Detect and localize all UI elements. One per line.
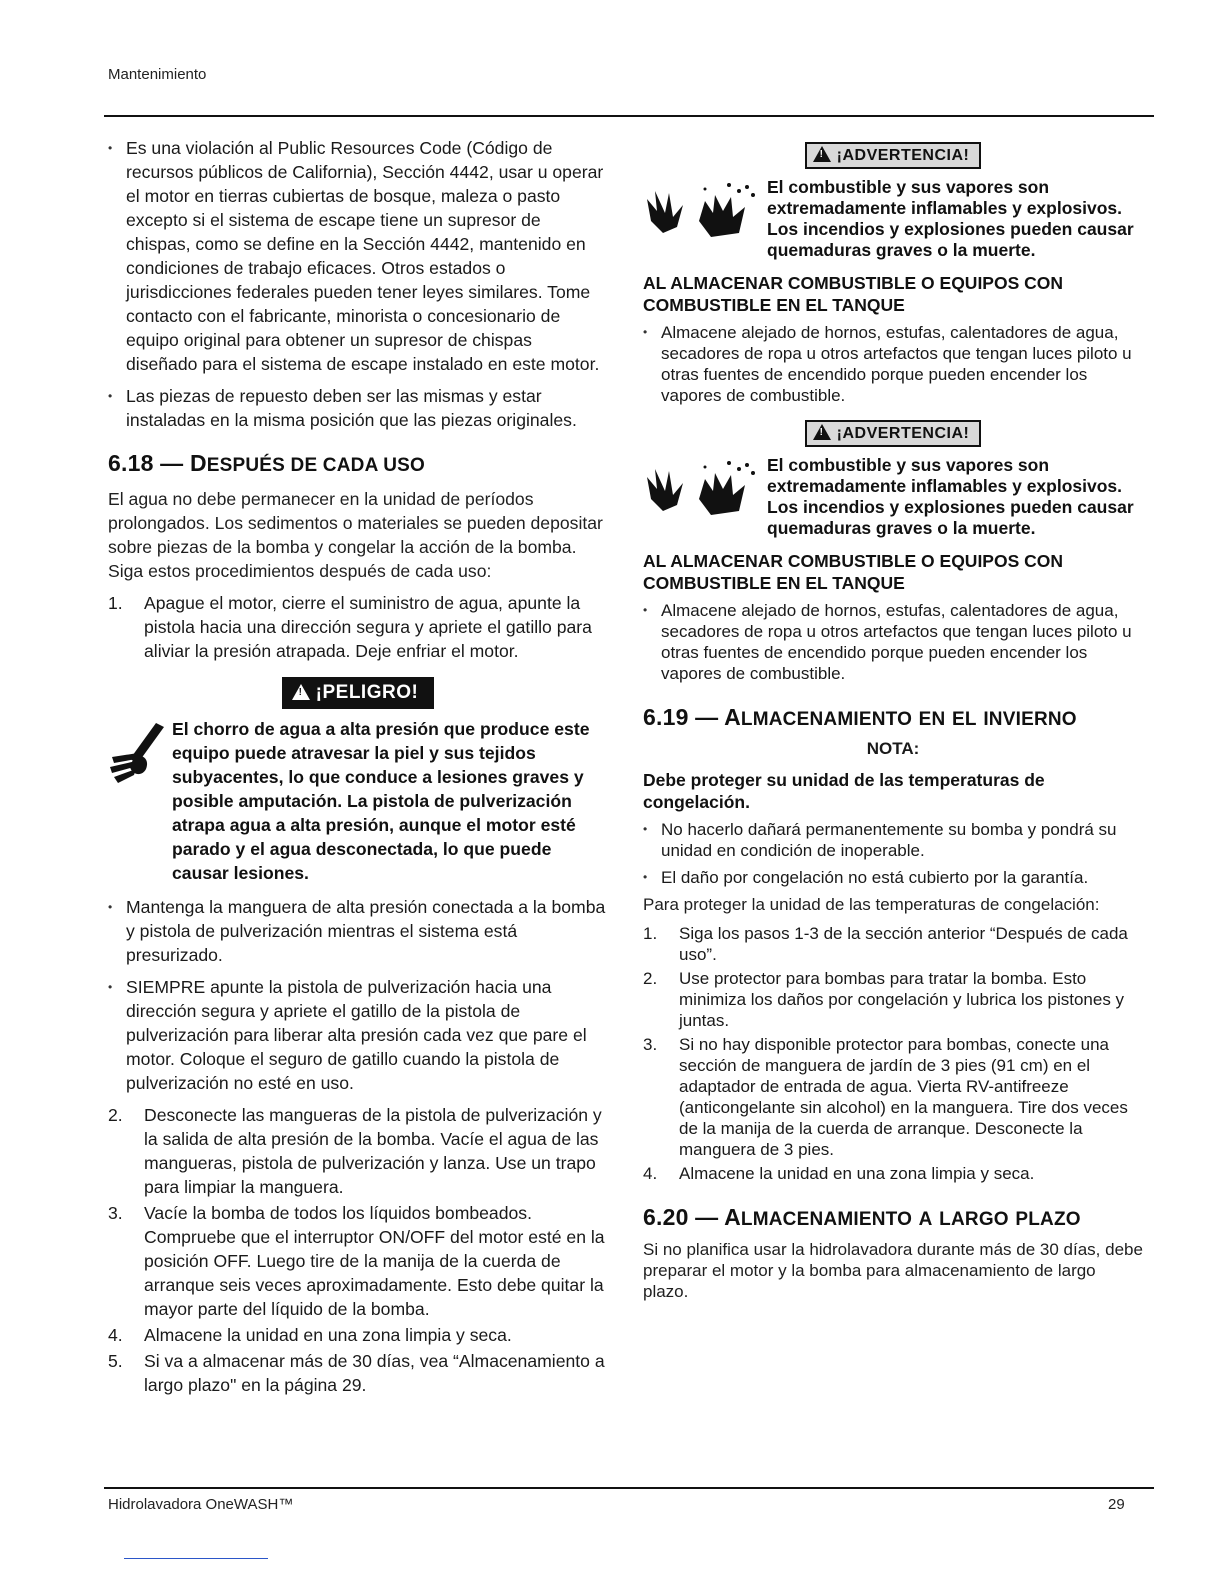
storage-bullet-list (643, 600, 1143, 684)
warning-text: El combustible y sus vapores son extremadamente inflamables y explosivos. Los incendios y explosiones pueden causar quemaduras graves o la muerte. (767, 177, 1134, 260)
left-column (108, 136, 608, 1403)
storage-heading: AL ALMACENAR COMBUSTIBLE O EQUIPOS CON COMBUSTIBLE EN EL TANQUE (643, 273, 1064, 315)
steps-list-a (108, 591, 608, 663)
right-column (643, 136, 1143, 1310)
nota-text: Debe proteger su unidad de las temperaturas de congelación. (643, 770, 1045, 812)
storage-heading: AL ALMACENAR COMBUSTIBLE O EQUIPOS CON COMBUSTIBLE EN EL TANQUE (643, 551, 1064, 593)
high-pressure-spray-icon (108, 717, 172, 802)
warning-alert-2 (643, 455, 1143, 540)
footer-rule (104, 1487, 1154, 1489)
nota-label: NOTA: (866, 739, 920, 758)
section-title-6-20: 6.20 — ALMACENAMIENTO A LARGO PLAZO (643, 1204, 1081, 1230)
protect-intro: Para proteger la unidad de las temperaturas de congelación: (643, 895, 1100, 914)
section-title-6-18: 6.18 — DESPUÉS DE CADA USO (108, 450, 426, 476)
long-term-text: Si no planifica usar la hidrolavadora durante más de 30 días, debe preparar el motor y la bomba para almacenamiento de largo plazo. (643, 1240, 1143, 1301)
list-item: • SIEMPRE apunte la pistola de pulverización hacia una dirección segura y apriete el gatillo de la pistola de pulverización para liberar alta presión cada vez que pare el motor. Coloque el seguro de gatillo cuando la pistola de pulverización no esté en uso. (108, 975, 608, 1095)
warning-badge-wrap-2 (643, 420, 1143, 447)
warning-badge: !¡ADVERTENCIA! (805, 420, 982, 447)
section-6-18-intro: El agua no debe permanecer en la unidad de períodos prolongados. Los sedimentos o materiales se pueden depositar sobre piezas de la bomba y congelar la acción de la bomba. Siga estos procedimientos después de cada uso: (108, 489, 603, 581)
page-number: 29 (1108, 1496, 1125, 1513)
list-item: • El daño por congelación no está cubierto por la garantía. (643, 867, 1143, 888)
intro-bullet-list (108, 136, 608, 432)
list-item: 1. Siga los pasos 1-3 de la sección anterior “Después de cada uso”. (643, 924, 1128, 964)
warning-triangle-icon (813, 146, 831, 162)
danger-text: El chorro de agua a alta presión que produce este equipo puede atravesar la piel y sus tejidos subyacentes, lo que conduce a lesiones graves y posible amputación. La pistola de pulverización atrapa agua a alta presión, aunque el motor esté parado y el agua desconectada, lo que puede causar lesiones. (172, 719, 590, 883)
danger-bullet-list (108, 895, 608, 1095)
storage-bullet-list (643, 322, 1143, 406)
section-title-6-19: 6.19 — ALMACENAMIENTO EN EL INVIERNO (643, 704, 1077, 730)
list-item: 3. Si no hay disponible protector para bombas, conecte una sección de manguera de jardín de 3 pies (91 cm) en el adaptador de entrada de agua. Vierta RV-antifreeze (anticongelante sin alcohol) en la manguera. Tire dos veces de la manija de la cuerda de arranque. Desconecte la manguera de 3 pies. (643, 1035, 1128, 1159)
warning-triangle-icon (813, 424, 831, 440)
fire-explosion-icon (643, 177, 767, 262)
danger-badge: !¡PELIGRO! (282, 677, 435, 709)
warning-alert-1 (643, 177, 1143, 262)
nota-bullet-list (643, 819, 1143, 888)
fire-explosion-icon (643, 455, 767, 540)
warning-badge: !¡ADVERTENCIA! (805, 142, 982, 169)
list-item: 5. Si va a almacenar más de 30 días, vea “Almacenamiento a largo plazo" en la página 29. (108, 1351, 605, 1395)
list-item: • Mantenga la manguera de alta presión conectada a la bomba y pistola de pulverización mientras el sistema está presurizado. (108, 895, 608, 967)
list-item: 4. Almacene la unidad en una zona limpia y seca. (108, 1325, 512, 1345)
list-item: 4. Almacene la unidad en una zona limpia y seca. (643, 1164, 1035, 1183)
list-item: • Es una violación al Public Resources Code (Código de recursos públicos de California), Sección 4442, usar u operar el motor en tierras cubiertas de bosque, maleza o pasto excepto si el sistema de escape tiene un supresor de chispas, como se define en la Sección 4442, mantenido en condiciones de trabajo eficaces. Otros estados o jurisdicciones federales pueden tener leyes similares. Tome contacto con el fabricante, minorista o concesionario de equipo original para obtener un supresor de chispas diseñado para el sistema de escape instalado en este motor. (108, 136, 608, 376)
winter-steps-list (643, 923, 1143, 1184)
warning-triangle-icon (292, 684, 310, 700)
list-item: 2. Use protector para bombas para tratar la bomba. Esto minimiza los daños por congelación y lubrica los pistones y juntas. (643, 969, 1125, 1030)
list-item: 1. Apague el motor, cierre el suministro de agua, apunte la pistola hacia una dirección segura y apriete el gatillo para aliviar la presión atrapada. Deje enfriar el motor. (108, 593, 592, 661)
link-underline-stub (124, 1558, 268, 1559)
steps-list-b (108, 1103, 608, 1397)
danger-badge-wrap (108, 677, 608, 709)
header-section-label: Mantenimiento (108, 66, 207, 83)
warning-badge-wrap-1 (643, 142, 1143, 169)
list-item: • Almacene alejado de hornos, estufas, calentadores de agua, secadores de ropa u otros artefactos que tengan luces piloto u otras fuentes de encendido porque pueden encender los vapores de combustible. (643, 322, 1143, 406)
list-item: 3. Vacíe la bomba de todos los líquidos bombeados. Compruebe que el interruptor ON/OFF del motor esté en la posición OFF. Luego tire de la manija de la cuerda de arranque seis veces aproximadamente. Esto debe quitar la mayor parte del líquido de la bomba. (108, 1203, 605, 1319)
warning-text: El combustible y sus vapores son extremadamente inflamables y explosivos. Los incendios y explosiones pueden causar quemaduras graves o la muerte. (767, 455, 1134, 538)
footer-product: Hidrolavadora OneWASH™ (108, 1496, 294, 1513)
list-item: 2. Desconecte las mangueras de la pistola de pulverización y la salida de alta presión de la bomba. Vacíe el agua de las mangueras, pistola de pulverización y lanza. Use un trapo para limpiar la manguera. (108, 1105, 602, 1197)
list-item: • Las piezas de repuesto deben ser las mismas y estar instaladas en la misma posición que las piezas originales. (108, 384, 608, 432)
danger-alert (108, 717, 608, 885)
list-item: • Almacene alejado de hornos, estufas, calentadores de agua, secadores de ropa u otros artefactos que tengan luces piloto u otras fuentes de encendido porque pueden encender los vapores de combustible. (643, 600, 1143, 684)
list-item: • No hacerlo dañará permanentemente su bomba y pondrá su unidad en condición de inoperable. (643, 819, 1143, 861)
header-rule (104, 115, 1154, 117)
